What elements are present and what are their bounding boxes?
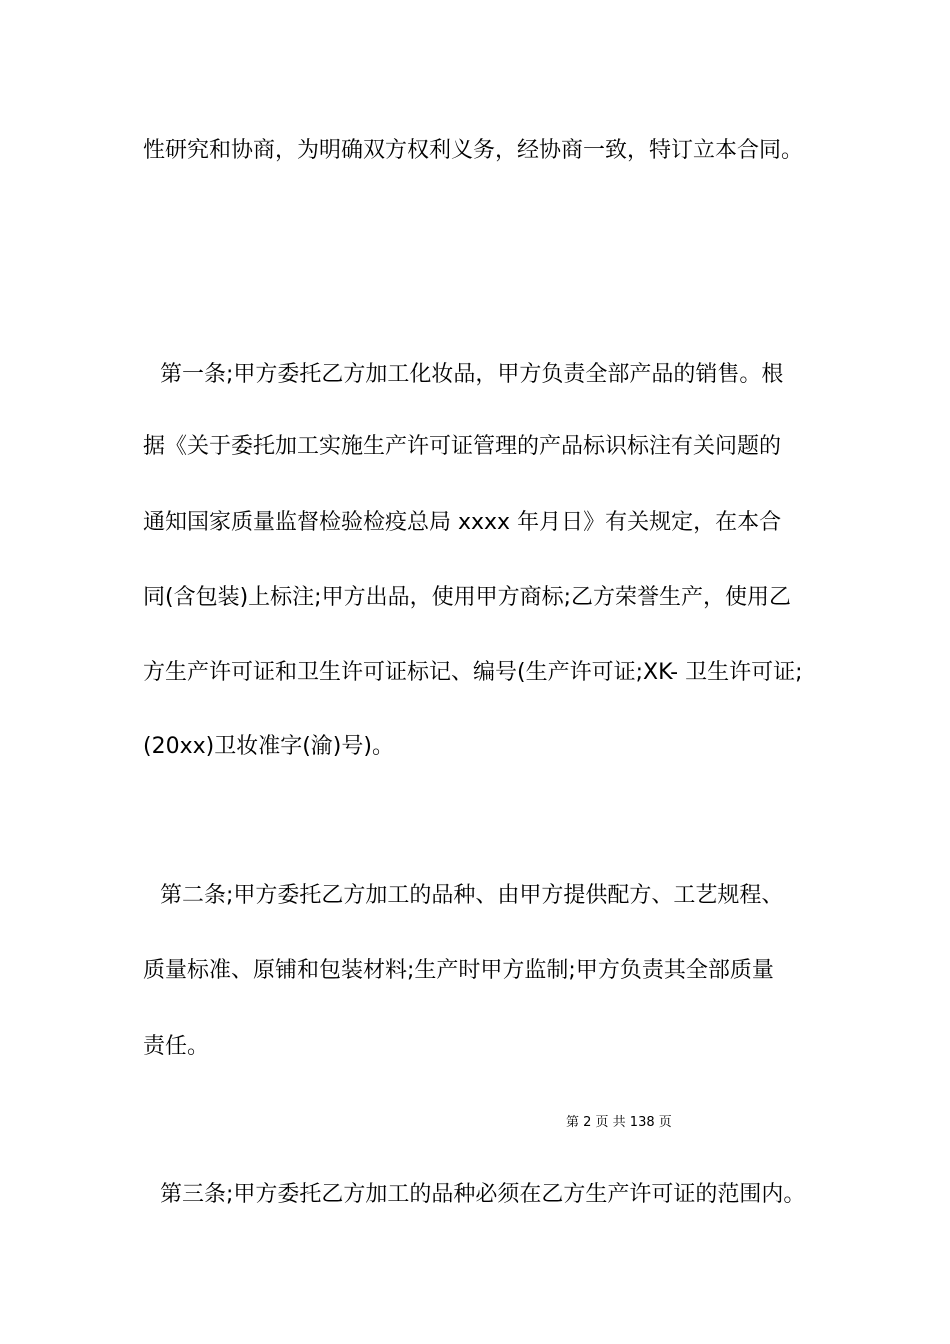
article-1-line: (20xx)卫妆准字(渝)号)。 xyxy=(143,734,394,759)
page-number: 第 2 页 共 138 页 xyxy=(566,1115,672,1130)
paragraph-line: 性研究和协商，为明确双方权利义务，经协商一致，特订立本合同。 xyxy=(143,138,804,163)
article-2-line: 第二条;甲方委托乙方加工的品种、由甲方提供配方、工艺规程、 xyxy=(160,883,784,908)
article-2-line: 责任。 xyxy=(143,1034,210,1059)
article-3-line: 第三条;甲方委托乙方加工的品种必须在乙方生产许可证的范围内。 xyxy=(160,1182,806,1207)
article-1-line: 据《关于委托加工实施生产许可证管理的产品标识标注有关问题的 xyxy=(143,434,782,459)
article-1-line: 方生产许可证和卫生许可证标记、编号(生产许可证;XK- 卫生许可证; xyxy=(143,660,803,685)
article-1-line: 通知国家质量监督检验检疫总局 xxxx 年月日》有关规定，在本合 xyxy=(143,510,782,535)
article-1-line: 第一条;甲方委托乙方加工化妆品，甲方负责全部产品的销售。根 xyxy=(160,362,784,387)
article-1-line: 同(含包装)上标注;甲方出品，使用甲方商标;乙方荣誉生产，使用乙 xyxy=(143,585,791,610)
article-2-line: 质量标准、原铺和包装材料;生产时甲方监制;甲方负责其全部质量 xyxy=(143,958,774,983)
